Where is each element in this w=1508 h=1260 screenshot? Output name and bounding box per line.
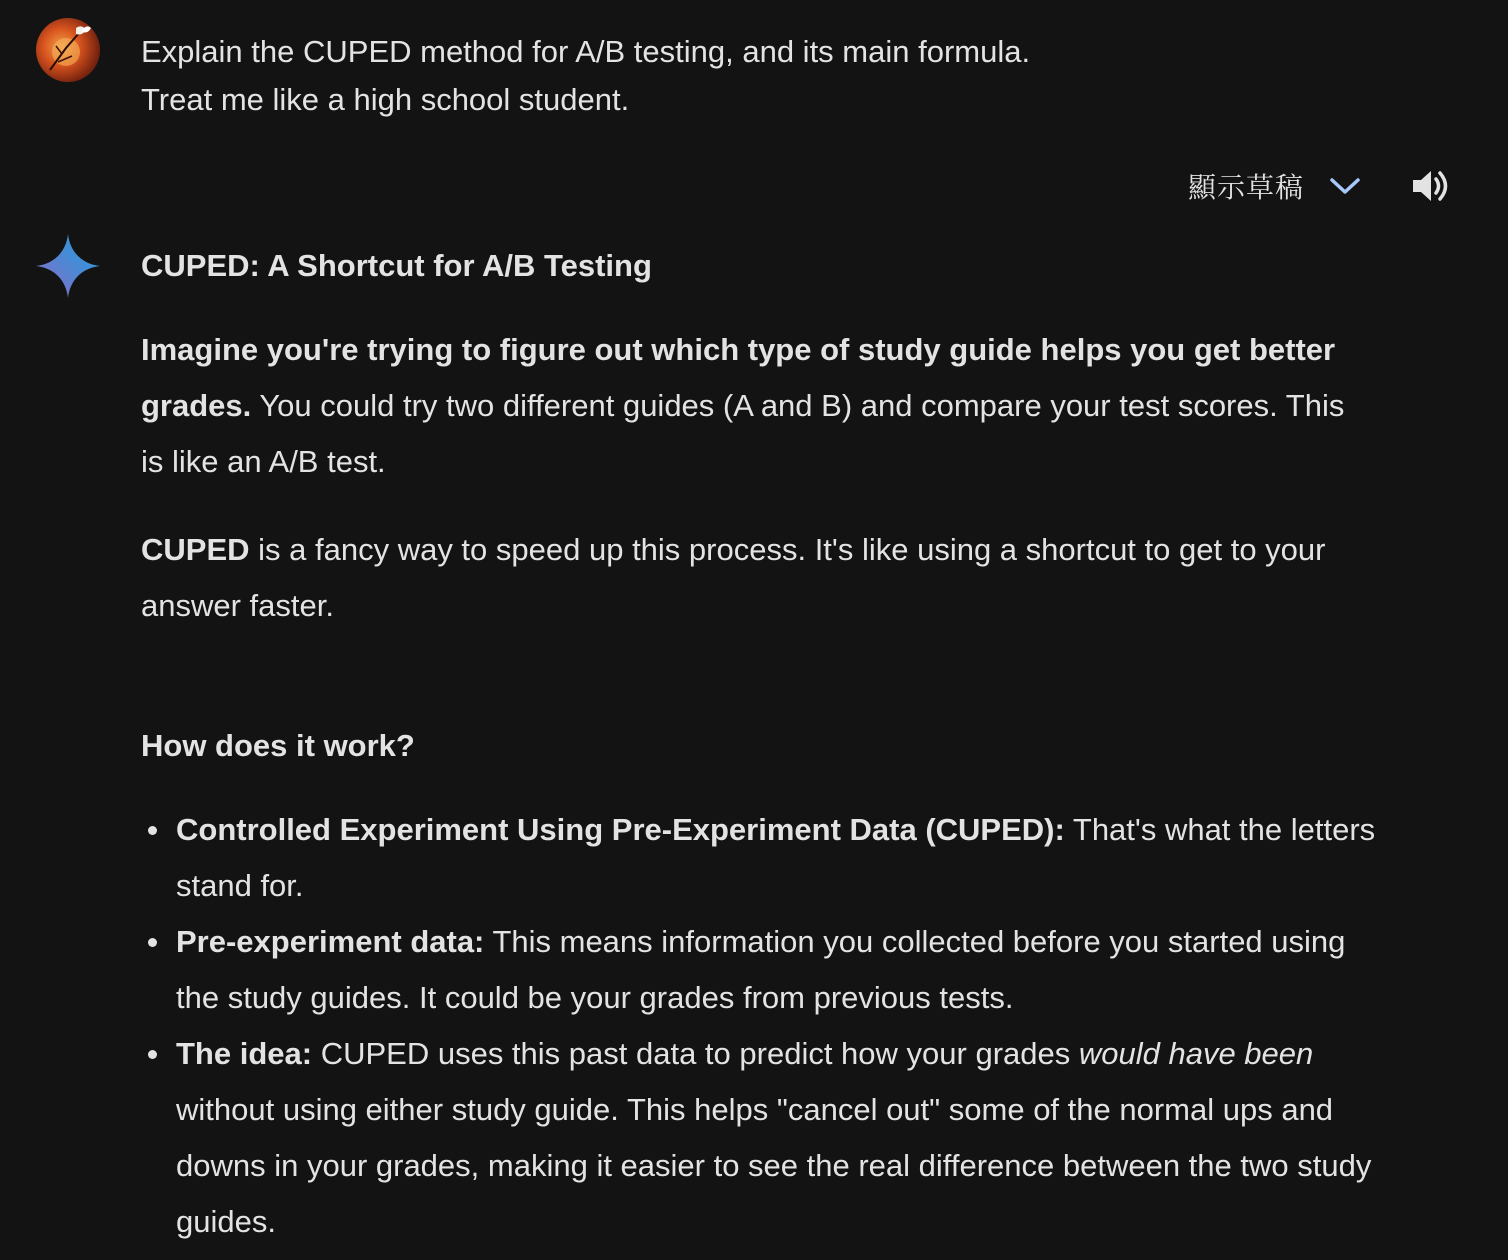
bullet-list: [141, 802, 1381, 1250]
list-item-italic: would have been: [1078, 1036, 1314, 1071]
response-title: CUPED: A Shortcut for A/B Testing: [141, 248, 652, 283]
model-response: [141, 240, 1381, 1239]
paragraph-2-text: is a fancy way to speed up this process. It's like using a shortcut to get to your answer faster.: [141, 532, 1326, 623]
response-paragraph-2: [141, 522, 1361, 634]
chevron-down-icon: [1328, 175, 1362, 197]
list-item-bold: Controlled Experiment Using Pre-Experiment Data (CUPED):: [176, 812, 1065, 847]
user-prompt-line-2: Treat me like a high school student.: [141, 82, 630, 117]
read-aloud-button[interactable]: [1410, 166, 1452, 206]
user-avatar[interactable]: [36, 18, 100, 82]
list-item-bold: Pre-experiment data:: [176, 924, 485, 959]
avatar-image-icon: [36, 18, 100, 82]
paragraph-2-bold: CUPED: [141, 532, 250, 567]
paragraph-1-bold: Imagine you're trying to figure out which type of study guide helps you get better grades.: [141, 332, 1336, 423]
bullet-icon: [148, 938, 157, 947]
paragraph-1-text: You could try two different guides (A and B) and compare your test scores. This is like an A/B test.: [141, 388, 1345, 479]
show-drafts-button[interactable]: [1188, 164, 1362, 208]
section-heading: How does it work?: [141, 728, 415, 763]
bullet-icon: [148, 826, 157, 835]
list-item-text: That's what the letters stand for.: [176, 812, 1376, 903]
user-prompt: [141, 28, 1030, 124]
response-paragraph-1: [141, 322, 1361, 490]
user-prompt-line-1: Explain the CUPED method for A/B testing, and its main formula.: [141, 34, 1031, 69]
list-item: [141, 914, 1381, 1026]
list-item-text-before: CUPED uses this past data to predict how your grades: [312, 1036, 1079, 1071]
list-item-text: This means information you collected before you started using the study guides. It could be your grades from previous tests.: [176, 924, 1346, 1015]
list-item-bold: The idea:: [176, 1036, 313, 1071]
list-item: [141, 802, 1381, 914]
gemini-sparkle-icon: [36, 234, 100, 298]
list-item: [141, 1026, 1381, 1250]
list-item-text-after: without using either study guide. This helps "cancel out" some of the normal ups and downs in your grades, making it easier to see the real difference between the two study guides.: [176, 1092, 1372, 1239]
show-drafts-label: 顯示草稿: [1188, 171, 1305, 204]
speaker-icon: [1410, 166, 1452, 206]
bullet-icon: [148, 1050, 157, 1059]
